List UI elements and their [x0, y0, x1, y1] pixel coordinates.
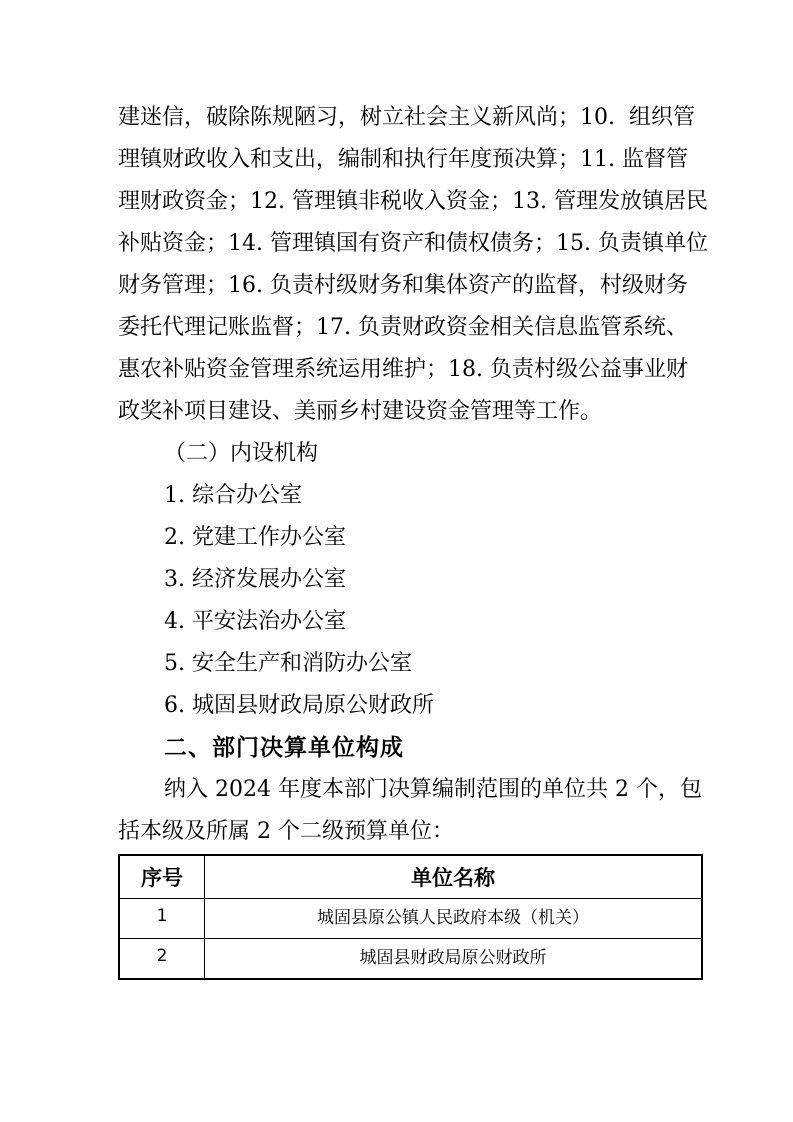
office-list-item: 4. 平安法治办公室: [164, 609, 346, 634]
internal-structure-subheading: （二）内设机构: [164, 441, 319, 466]
offices-list: [118, 475, 703, 727]
table-header-序号: 序号: [119, 855, 205, 899]
units-paragraph: [118, 769, 703, 853]
table-cell-index: 1: [119, 899, 205, 939]
duties-paragraph: [118, 97, 708, 433]
units-table: [118, 854, 703, 980]
table-cell-unit-name: 城固县财政局原公财政所: [205, 939, 703, 980]
office-list-item: 5. 安全生产和消防办公室: [164, 651, 412, 676]
paragraph-line: 补贴资金；14. 管理镇国有资产和债权债务；15. 负责镇单位: [118, 231, 708, 256]
office-list-item: 6. 城固县财政局原公财政所: [164, 693, 434, 718]
table-row: [119, 939, 702, 980]
paragraph-line: 括本级及所属 2 个二级预算单位：: [118, 819, 454, 844]
paragraph-line: 纳入 2024 年度本部门决算编制范围的单位共 2 个，包: [164, 777, 702, 802]
page-content: [118, 97, 708, 980]
table-header-单位名称: 单位名称: [205, 855, 703, 899]
table-header-row: [119, 855, 702, 899]
paragraph-line: 建迷信，破除陈规陋习，树立社会主义新风尚；10. 组织管: [118, 105, 695, 130]
office-list-item: 2. 党建工作办公室: [164, 525, 346, 550]
table-row: [119, 899, 702, 939]
paragraph-line: 财务管理；16. 负责村级财务和集体资产的监督，村级财务: [118, 273, 688, 298]
table-cell-index: 2: [119, 939, 205, 980]
paragraph-line: 政奖补项目建设、美丽乡村建设资金管理等工作。: [118, 399, 603, 424]
paragraph-line: 惠农补贴资金管理系统运用维护；18. 负责村级公益事业财: [118, 357, 688, 382]
paragraph-line: 理财政资金；12. 管理镇非税收入资金；13. 管理发放镇居民: [118, 189, 708, 214]
section-heading: 二、部门决算单位构成: [164, 735, 404, 761]
office-list-item: 3. 经济发展办公室: [164, 567, 346, 592]
office-list-item: 1. 综合办公室: [164, 483, 302, 508]
paragraph-line: 委托代理记账监督；17. 负责财政资金相关信息监管系统、: [118, 315, 688, 340]
paragraph-line: 理镇财政收入和支出，编制和执行年度预决算；11. 监督管: [118, 147, 688, 172]
table-cell-unit-name: 城固县原公镇人民政府本级（机关）: [205, 899, 703, 939]
